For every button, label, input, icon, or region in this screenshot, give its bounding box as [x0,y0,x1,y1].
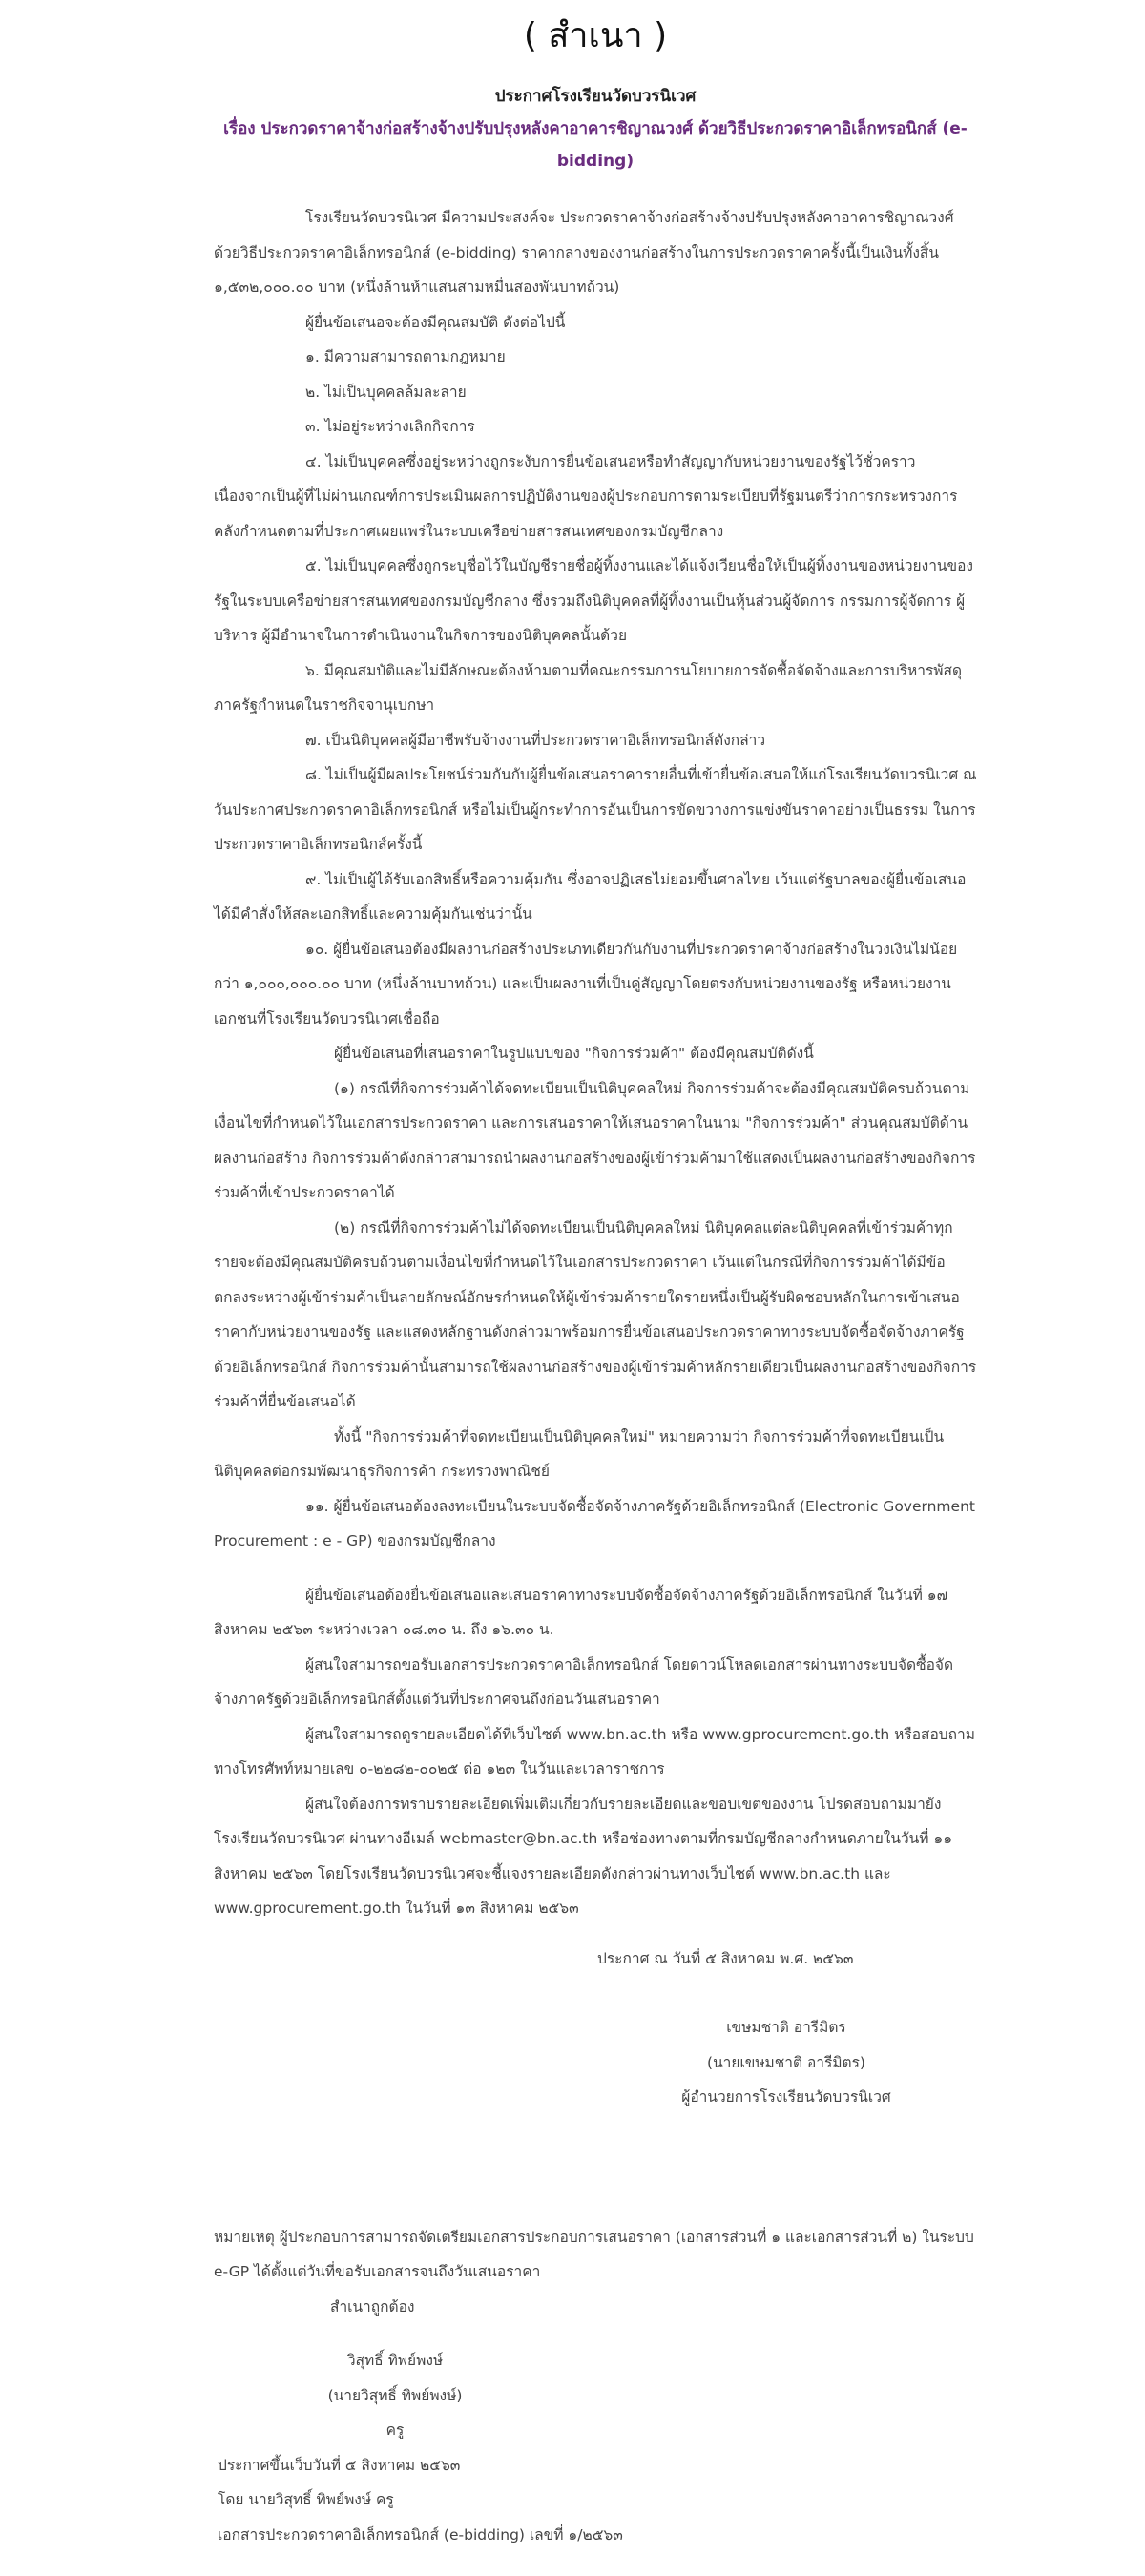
qualification-item: ๑. มีความสามารถตามกฎหมาย [305,348,506,365]
remark: หมายเหตุ ผู้ประกอบการสามารถจัดเตรียมเอกสารประกอบการเสนอราคา (เอกสารส่วนที่ ๑ และเอกสารส่วนที่ ๒) ในระบบ e-GP ได้ตั้งแต่วันที่ขอรับเอกสารจนถึงวันเสนอราคา [214,2228,974,2280]
submission-paragraph: ผู้สนใจสามารถดูรายละเอียดได้ที่เว็บไซต์ www.bn.ac.th หรือ www.gprocurement.go.th หรือสอบถามทางโทรศัพท์หมายเลข ๐-๒๒๘๒-๐๐๒๕ ต่อ ๑๒๓ ในวันและเวลาราชการ [214,1725,975,1777]
signer-position: ผู้อำนวยการโรงเรียนวัดบวรนิเวศ [681,2088,891,2106]
announcement-subject: เรื่อง ประกวดราคาจ้างก่อสร้างจ้างปรับปรุงหลังคาอาคารชิญาณวงศ์ ด้วยวิธีประกวดราคาอิเล็กทรอนิกส์ (e-bidding) [223,119,968,171]
copy-signer-position: ครู [385,2421,405,2439]
copy-signer-name-paren: (นายวิสุทธิ์ ทิพย์พงษ์) [327,2386,463,2404]
footer-info [214,2448,977,2553]
consortium-item: (๑) กรณีที่กิจการร่วมค้าได้จดทะเบียนเป็นนิติบุคคลใหม่ กิจการร่วมค้าจะต้องมีคุณสมบัติครบถ้วนตามเงื่อนไขที่กำหนดไว้ในเอกสารประกวดราคา และการเสนอราคาให้เสนอราคาในนาม "กิจการร่วมค้า" ส่วนคุณสมบัติด้านผลงานก่อสร้าง กิจการร่วมค้าดังกล่าวสามารถนำผลงานก่อสร้างของผู้เข้าร่วมค้ามาใช้แสดงเป็นผลงานก่อสร้างของกิจการร่วมค้าที่เข้าประกวดราคาได้ [214,1079,976,1201]
qualification-item: ๑๑. ผู้ยื่นข้อเสนอต้องลงทะเบียนในระบบจัดซื้อจัดจ้างภาครัฐด้วยอิเล็กทรอนิกส์ (Electronic Government Procurement : e - GP) ของกรมบัญชีกลาง [214,1497,975,1549]
qualification-item: ๔. ไม่เป็นบุคคลซึ่งอยู่ระหว่างถูกระงับการยื่นข้อเสนอหรือทำสัญญากับหน่วยงานของรัฐไว้ชั่วคราว เนื่องจากเป็นผู้ที่ไม่ผ่านเกณฑ์การประเมินผลการปฏิบัติงานของผู้ประกอบการตามระเบียบที่รัฐมนตรีว่าการกระทรวงการคลังกำหนดตามที่ประกาศเผยแพร่ในระบบเครือข่ายสารสนเทศของกรมบัญชีกลาง [214,452,958,540]
document [214,0,977,2552]
signer-name: เขษมชาติ อารีมิตร [726,2019,846,2036]
footer-line: โดย นายวิสุทธิ์ ทิพย์พงษ์ ครู [218,2491,394,2508]
copy-signer-name: วิสุทธิ์ ทิพย์พงษ์ [346,2352,444,2369]
footer-line: ประกาศขึ้นเว็บวันที่ ๕ สิงหาคม ๒๕๖๓ [218,2456,461,2474]
announce-date: ประกาศ ณ วันที่ ๕ สิงหาคม พ.ศ. ๒๕๖๓ [597,1949,854,1967]
announcement-title: ประกาศโรงเรียนวัดบวรนิเวศ [494,87,697,106]
submission-paragraph: ผู้สนใจสามารถขอรับเอกสารประกวดราคาอิเล็กทรอนิกส์ โดยดาวน์โหลดเอกสารผ่านทางระบบจัดซื้อจัดจ้างภาครัฐด้วยอิเล็กทรอนิกส์ตั้งแต่วันที่ประกาศจนถึงก่อนวันเสนอราคา [214,1655,954,1708]
qualification-item: ๑๐. ผู้ยื่นข้อเสนอต้องมีผลงานก่อสร้างประเภทเดียวกันกับงานที่ประกวดราคาจ้างก่อสร้างในวงเงินไม่น้อยกว่า ๑,๐๐๐,๐๐๐.๐๐ บาท (หนึ่งล้านบาทถ้วน) และเป็นผลงานที่เป็นคู่สัญญาโดยตรงกับหน่วยงานของรัฐ หรือหน่วยงานเอกชนที่โรงเรียนวัดบวรนิเวศเชื่อถือ [214,940,958,1028]
consortium-note: ทั้งนี้ "กิจการร่วมค้าที่จดทะเบียนเป็นนิติบุคคลใหม่" หมายความว่า กิจการร่วมค้าที่จดทะเบียนเป็นนิติบุคคลต่อกรมพัฒนาธุรกิจการค้า กระทรวงพาณิชย์ [214,1427,945,1480]
copy-certified: สำเนาถูกต้อง [330,2297,415,2316]
qualification-item: ๓. ไม่อยู่ระหว่างเลิกกิจการ [305,418,475,435]
consortium-title: ผู้ยื่นข้อเสนอที่เสนอราคาในรูปแบบของ "กิจการร่วมค้า" ต้องมีคุณสมบัติดังนี้ [334,1045,814,1062]
qualification-item: ๙. ไม่เป็นผู้ได้รับเอกสิทธิ์หรือความคุ้มกัน ซึ่งอาจปฏิเสธไม่ยอมขึ้นศาลไทย เว้นแต่รัฐบาลของผู้ยื่นข้อเสนอได้มีคำสั่งให้สละเอกสิทธิ์และความคุ้มกันเช่นว่านั้น [214,870,967,923]
qualification-item: ๒. ไม่เป็นบุคคลล้มละลาย [305,383,467,401]
qualification-item: ๘. ไม่เป็นผู้มีผลประโยชน์ร่วมกันกับผู้ยื่นข้อเสนอราคารายอื่นที่เข้ายื่นข้อเสนอให้แก่โรงเรียนวัดบวรนิเวศ ณ วันประกาศประกวดราคาอิเล็กทรอนิกส์ หรือไม่เป็นผู้กระทำการอันเป็นการขัดขวางการแข่งขันราคาอย่างเป็นธรรม ในการประกวดราคาอิเล็กทรอนิกส์ครั้งนี้ [214,766,977,853]
submission-paragraph: ผู้ยื่นข้อเสนอต้องยื่นข้อเสนอและเสนอราคาทางระบบจัดซื้อจัดจ้างภาครัฐด้วยอิเล็กทรอนิกส์ ในวันที่ ๑๗ สิงหาคม ๒๕๖๓ ระหว่างเวลา ๐๘.๓๐ น. ถึง ๑๖.๓๐ น. [214,1586,948,1638]
copy-label: ( สำเนา ) [523,16,668,55]
signature-block [595,2010,977,2115]
submission-paragraph: ผู้สนใจต้องการทราบรายละเอียดเพิ่มเติมเกี่ยวกับรายละเอียดและขอบเขตของงาน โปรดสอบถามมายังโรงเรียนวัดบวรนิเวศ ผ่านทางอีเมล์ webmaster@bn.ac.th หรือช่องทางตามที่กรมบัญชีกลางกำหนดภายในวันที่ ๑๑ สิงหาคม ๒๕๖๓ โดยโรงเรียนวัดบวรนิเวศจะชี้แจงรายละเอียดดังกล่าวผ่านทางเว็บไซต์ www.bn.ac.th และ www.gprocurement.go.th ในวันที่ ๑๓ สิงหาคม ๒๕๖๓ [214,1795,953,1917]
consortium-item: (๒) กรณีที่กิจการร่วมค้าไม่ได้จดทะเบียนเป็นนิติบุคคลใหม่ นิติบุคคลแต่ละนิติบุคคลที่เข้าร่วมค้าทุกรายจะต้องมีคุณสมบัติครบถ้วนตามเงื่อนไขที่กำหนดไว้ในเอกสารประกวดราคา เว้นแต่ในกรณีที่กิจการร่วมค้าได้มีข้อตกลงระหว่างผู้เข้าร่วมค้าเป็นลายลักษณ์อักษรกำหนดให้ผู้เข้าร่วมค้ารายใดรายหนึ่งเป็นผู้รับผิดชอบหลักในการเข้าเสนอราคากับหน่วยงานของรัฐ และแสดงหลักฐานดังกล่าวมาพร้อมการยื่นข้อเสนอประกวดราคาทางระบบจัดซื้อจัดจ้างภาครัฐด้วยอิเล็กทรอนิกส์ กิจการร่วมค้านั้นสามารถใช้ผลงานก่อสร้างของผู้เข้าร่วมค้าหลักรายเดียวเป็นผลงานก่อสร้างของกิจการร่วมค้าที่ยื่นข้อเสนอได้ [214,1218,977,1410]
qualification-item: ๖. มีคุณสมบัติและไม่มีลักษณะต้องห้ามตามที่คณะกรรมการนโยบายการจัดซื้อจัดจ้างและการบริหารพัสดุภาครัฐกำหนดในราชกิจจานุเบกษา [214,661,963,714]
qualifications-title: ผู้ยื่นข้อเสนอจะต้องมีคุณสมบัติ ดังต่อไปนี้ [305,313,566,331]
copy-signature-block [252,2343,538,2448]
announcement-body [214,200,977,2552]
qualification-item: ๗. เป็นนิติบุคคลผู้มีอาชีพรับจ้างงานที่ประกวดราคาอิเล็กทรอนิกส์ดังกล่าว [305,731,766,749]
footer-line: เอกสารประกวดราคาอิเล็กทรอนิกส์ (e-bidding) เลขที่ ๑/๒๕๖๓ [218,2525,623,2544]
qualification-item: ๕. ไม่เป็นบุคคลซึ่งถูกระบุชื่อไว้ในบัญชีรายชื่อผู้ทิ้งงานและได้แจ้งเวียนชื่อให้เป็นผู้ทิ้งงานของหน่วยงานของรัฐในระบบเครือข่ายสารสนเทศของกรมบัญชีกลาง ซึ่งรวมถึงนิติบุคคลที่ผู้ทิ้งงานเป็นหุ้นส่วนผู้จัดการ กรรมการผู้จัดการ ผู้บริหาร ผู้มีอำนาจในการดำเนินงานในกิจการของนิติบุคคลนั้นด้วย [214,557,973,644]
signer-name-paren: (นายเขษมชาติ อารีมิตร) [707,2053,865,2071]
intro-paragraph: โรงเรียนวัดบวรนิเวศ มีความประสงค์จะ ประกวดราคาจ้างก่อสร้างจ้างปรับปรุงหลังคาอาคารชิญาณวงศ์ ด้วยวิธีประกวดราคาอิเล็กทรอนิกส์ (e-bidding) ราคากลางของงานก่อสร้างในการประกวดราคาครั้งนี้เป็นเงินทั้งสิ้น ๑,๕๓๒,๐๐๐.๐๐ บาท (หนึ่งล้านห้าแสนสามหมื่นสองพันบาทถ้วน) [214,209,954,296]
